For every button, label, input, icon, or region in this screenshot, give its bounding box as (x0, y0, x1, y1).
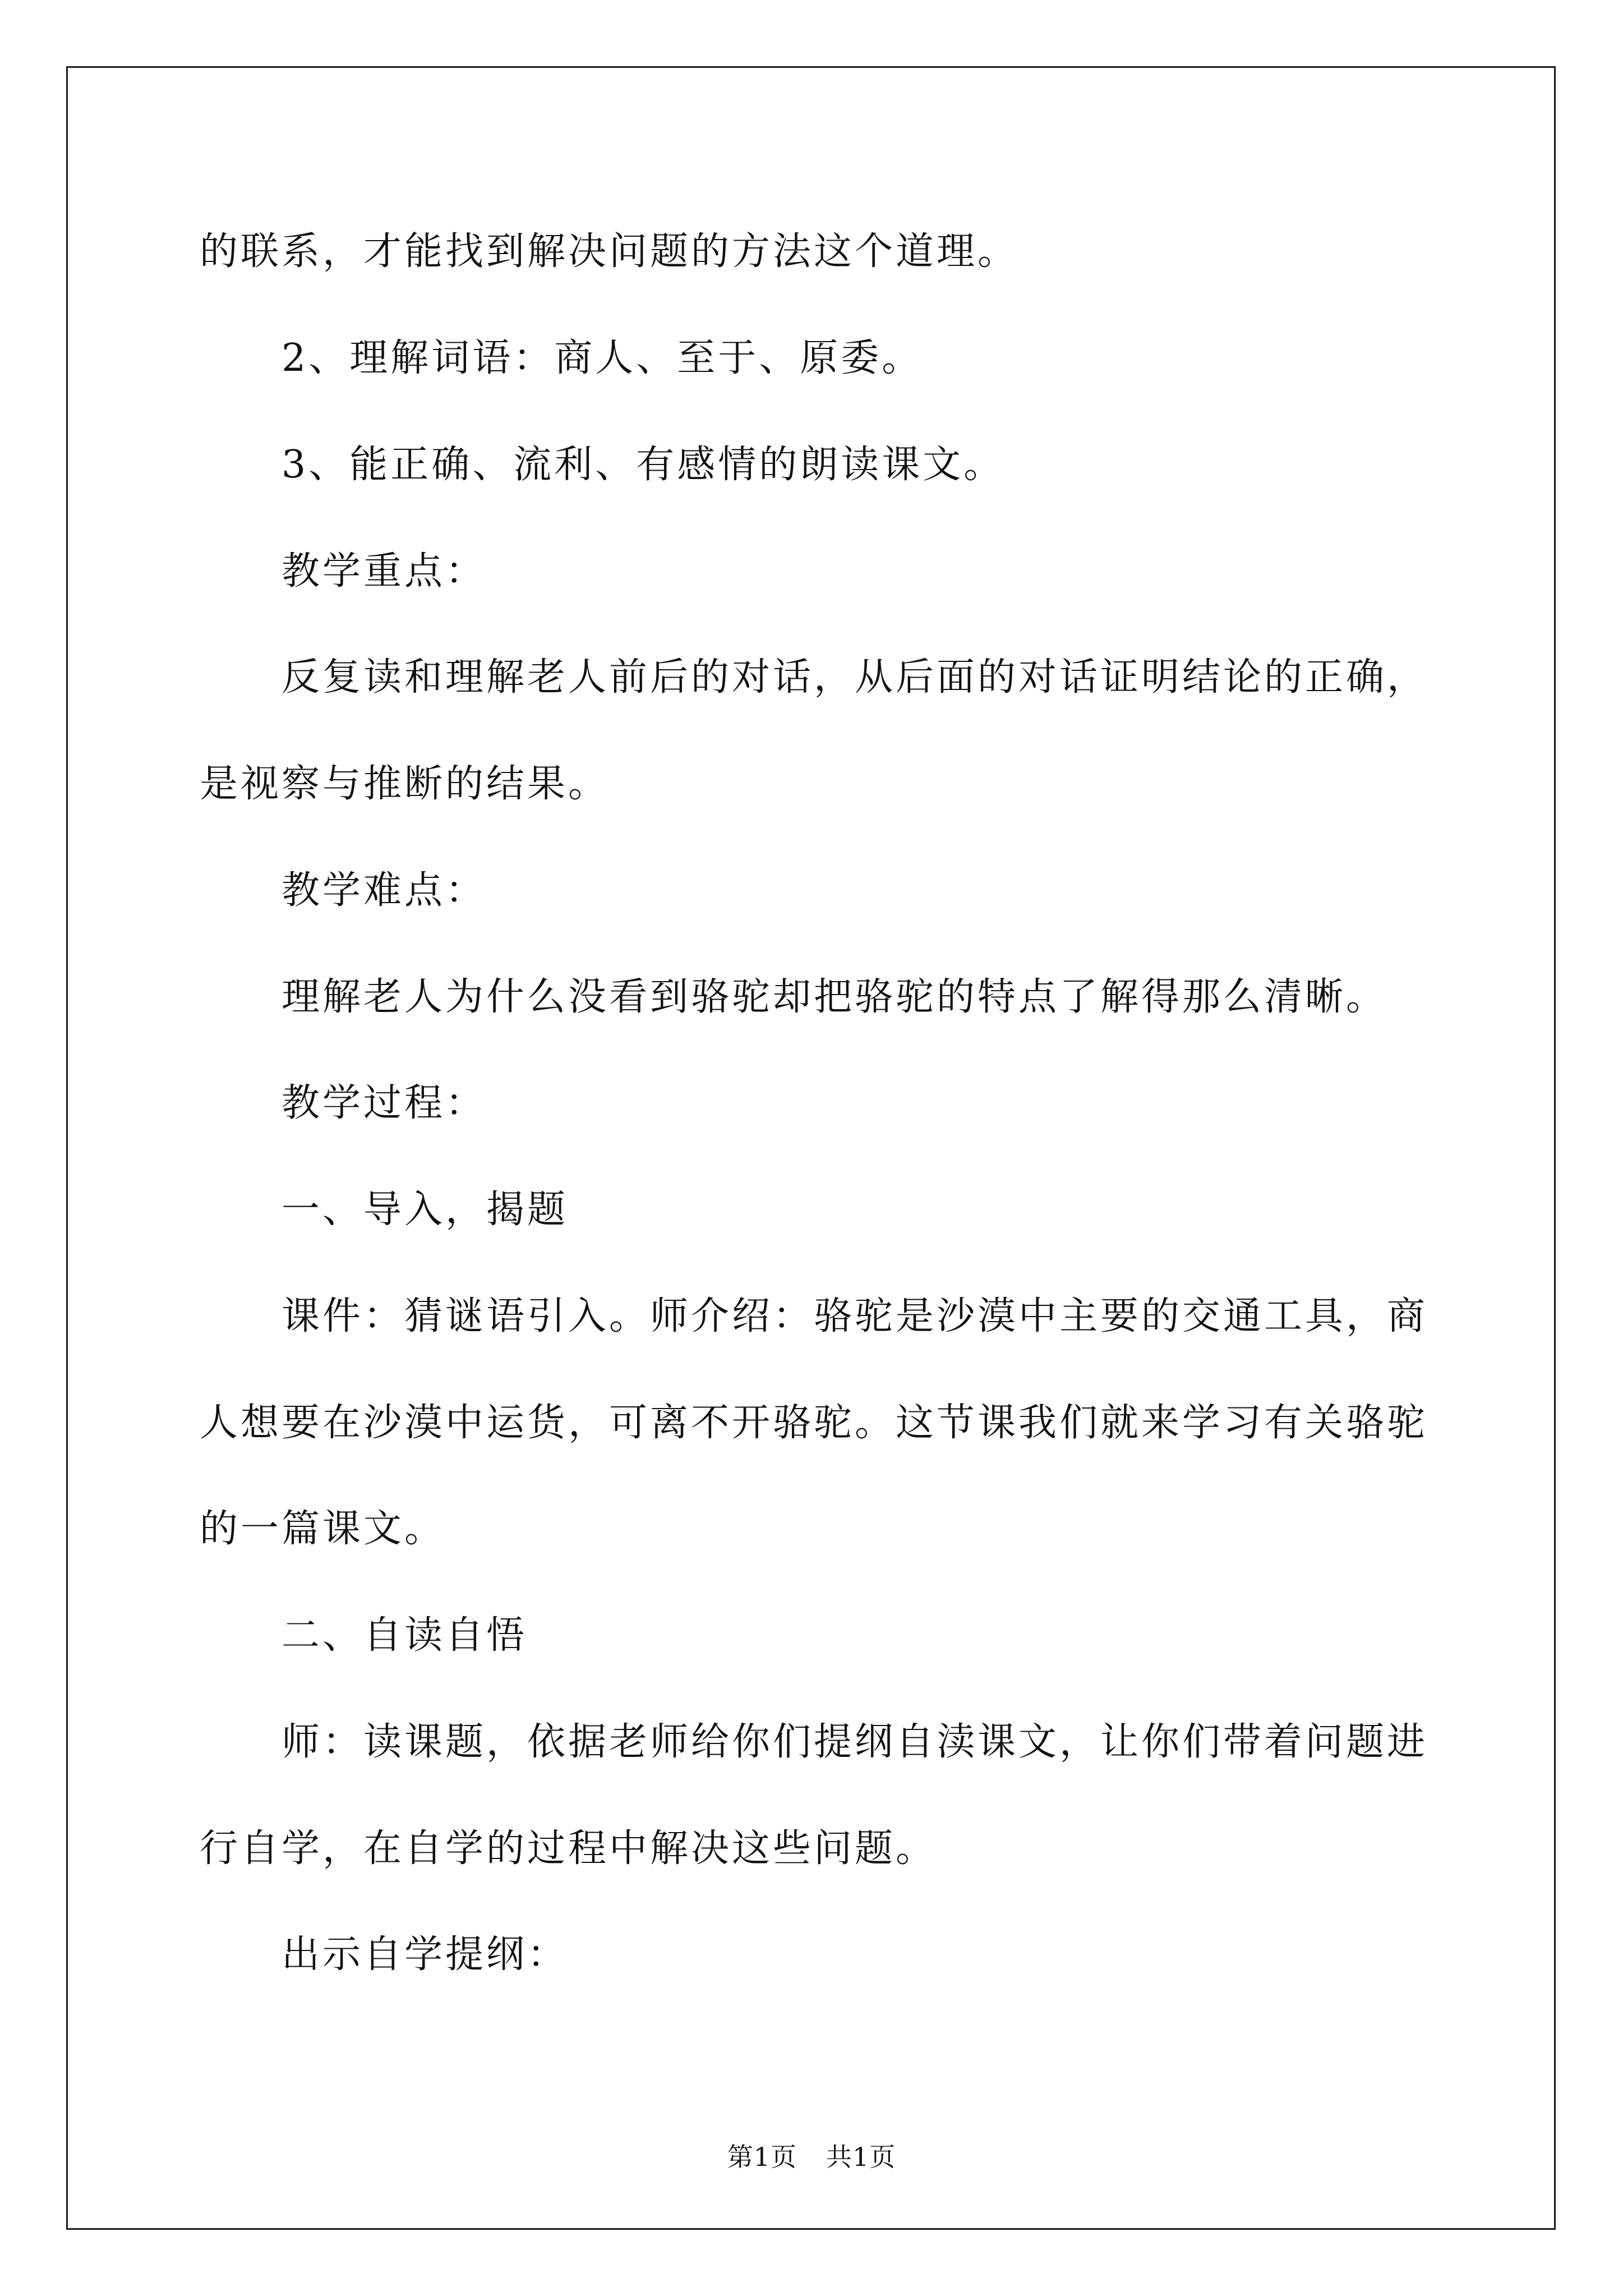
section-heading: 教学难点： (282, 868, 487, 913)
page-total: 共1页 (826, 2142, 896, 2172)
section-heading: 教学过程： (282, 1081, 487, 1125)
text-line: 的联系，才能找到解决问题的方法这个道理。 (200, 229, 1019, 274)
page-number: 第1页 (727, 2142, 797, 2172)
section-heading: 一、导入，揭题 (282, 1188, 569, 1232)
text-line: 3、能正确、流利、有感情的朗读课文。 (282, 443, 1005, 487)
section-heading: 教学重点： (282, 549, 487, 593)
text-line: 2、理解词语：商人、至于、原委。 (282, 336, 923, 380)
text-line: 是视察与推断的结果。 (200, 762, 610, 806)
text-line: 课件：猜谜语引入。师介绍：骆驼是沙漠中主要的交通工具，商 (282, 1294, 1428, 1338)
page-footer (0, 2140, 1623, 2174)
text-line: 师：读课题，依据老师给你们提纲自渎课文，让你们带着问题进 (282, 1720, 1428, 1764)
page-border (66, 66, 1556, 2230)
text-line: 理解老人为什么没看到骆驼却把骆驼的特点了解得那么清晰。 (282, 975, 1387, 1019)
section-heading: 二、自读自悟 (282, 1613, 528, 1658)
text-line: 出示自学提纲： (282, 1932, 569, 1977)
text-line: 人想要在沙漠中运货，可离不开骆驼。这节课我们就来学习有关骆驼 (200, 1401, 1428, 1445)
text-line: 行自学，在自学的过程中解决这些问题。 (200, 1826, 937, 1871)
text-line: 的一篇课文。 (200, 1507, 446, 1551)
text-line: 反复读和理解老人前后的对话，从后面的对话证明结论的正确， (282, 655, 1428, 700)
